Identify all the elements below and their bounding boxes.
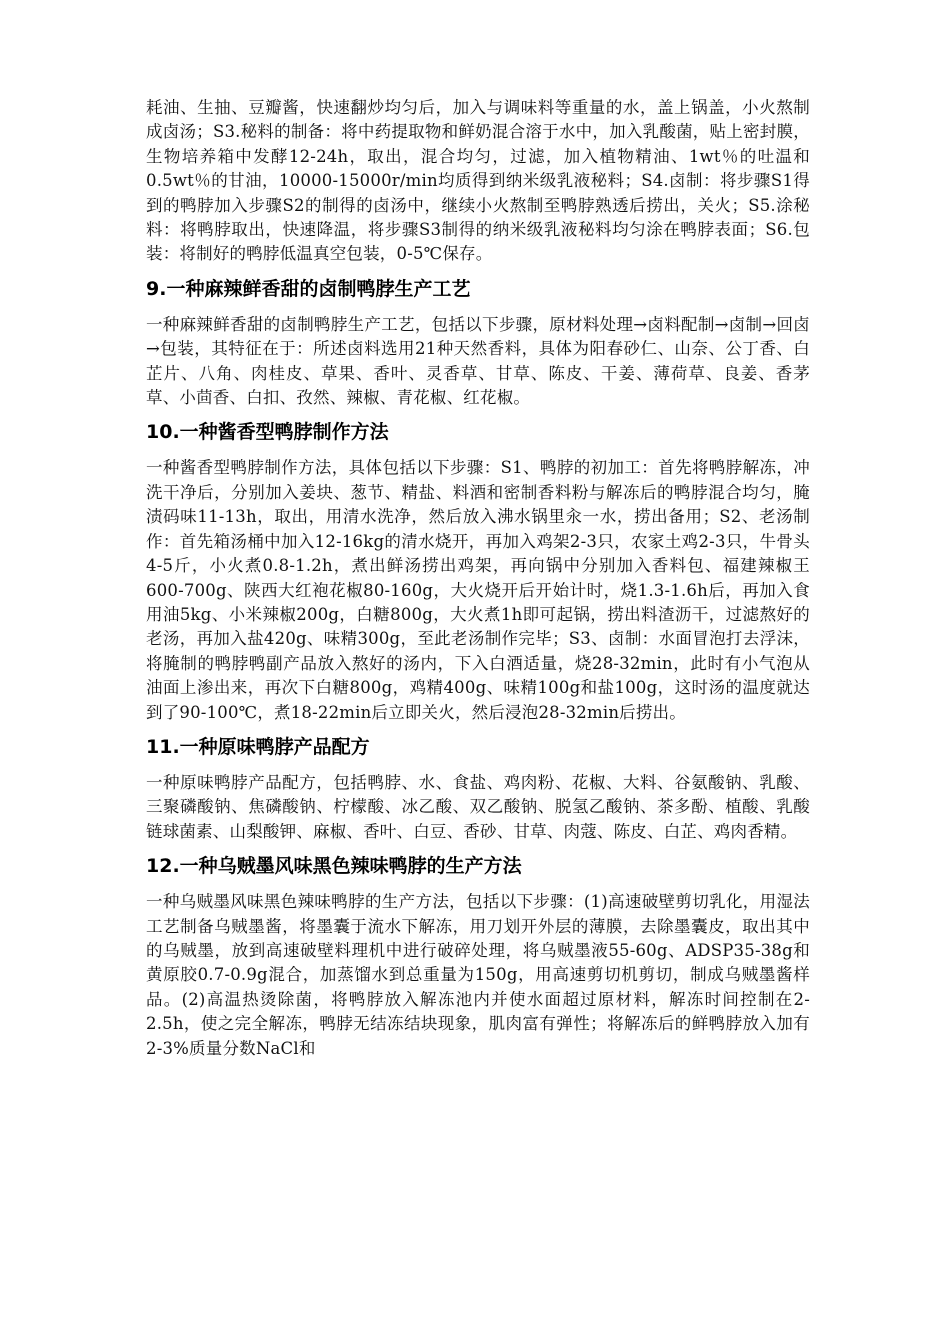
section-body-10: 一种酱香型鸭脖制作方法，具体包括以下步骤：S1、鸭脖的初加工：首先将鸭脖解冻，冲洗干净后，分别加入姜块、葱节、精盐、料酒和密制香料粉与解冻后的鸭脖混合均匀，腌渍码味11-13h，取出，用清水洗净，然后放入沸水锅里汆一水，捞出备用；S2、老汤制作：首先箱汤桶中加入12-16kg的清水烧开，再加入鸡架2-3只，农家土鸡2-3只，牛骨头4-5斤，小火煮0.8-1.2h，煮出鲜汤捞出鸡架，再向锅中分别加入香料包、福建辣椒王600-700g、陕西大红袍花椒80-160g，大火烧开后开始计时，烧1.3-1.6h后，再加入食用油5kg、小米辣椒200g，白糖800g，大火煮1h即可起锅，捞出料渣沥干，过滤熬好的老汤，再加入盐420g、味精300g，至此老汤制作完毕；S3、卤制：水面冒泡打去浮沫，将腌制的鸭脖鸭副产品放入熬好的汤内，下入白酒适量，烧28-32min，此时有小气泡从油面上渗出来，再次下白糖800g，鸡精400g、味精100g和盐100g，这时汤的温度就达到了90-100℃，煮18-22min后立即关火，然后浸泡28-32min后捞出。 bbox=[146, 458, 810, 722]
document-body bbox=[146, 96, 810, 1061]
section-body-12: 一种乌贼墨风味黑色辣味鸭脖的生产方法，包括以下步骤：(1)高速破壁剪切乳化，用湿法工艺制备乌贼墨酱，将墨囊于流水下解冻，用刀划开外层的薄膜，去除墨囊皮，取出其中的乌贼墨，放到高速破壁料理机中进行破碎处理，将乌贼墨液55-60g、ADSP35-38g和黄原胶0.7-0.9g混合，加蒸馏水到总重量为150g，用高速剪切机剪切，制成乌贼墨酱样品。(2)高温热烫除菌，将鸭脖放入解冻池内并使水面超过原材料，解冻时间控制在2-2.5h，使之完全解冻，鸭脖无结冻结块现象，肌肉富有弹性；将解冻后的鲜鸭脖放入加有2-3%质量分数NaCl和 bbox=[146, 892, 810, 1058]
section-heading-10: 10.一种酱香型鸭脖制作方法 bbox=[146, 421, 389, 444]
section-heading-9: 9.一种麻辣鲜香甜的卤制鸭脖生产工艺 bbox=[146, 277, 471, 300]
section-body-9: 一种麻辣鲜香甜的卤制鸭脖生产工艺，包括以下步骤，原材料处理→卤料配制→卤制→回卤→包装，其特征在于：所述卤料选用21种天然香料，具体为阳春砂仁、山奈、公丁香、白芷片、八角、肉桂皮、草果、香叶、灵香草、甘草、陈皮、干姜、薄荷草、良姜、香茅草、小茴香、白扣、孜然、辣椒、青花椒、红花椒。 bbox=[146, 314, 810, 408]
intro-paragraph: 耗油、生抽、豆瓣酱，快速翻炒均匀后，加入与调味料等重量的水，盖上锅盖，小火熬制成卤汤；S3.秘料的制备：将中药提取物和鲜奶混合溶于水中，加入乳酸菌，贴上密封膜，生物培养箱中发酵12-24h，取出，混合均匀，过滤，加入植物精油、1wt％的吐温和0.5wt％的甘油，10000-15000r/min均质得到纳米级乳液秘料；S4.卤制：将步骤S1得到的鸭脖加入步骤S2的制得的卤汤中，继续小火熬制至鸭脖熟透后捞出，关火；S5.涂秘料：将鸭脖取出，快速降温，将步骤S3制得的纳米级乳液秘料均匀涂在鸭脖表面；S6.包装：将制好的鸭脖低温真空包装，0-5℃保存。 bbox=[146, 98, 810, 264]
section-body-11: 一种原味鸭脖产品配方，包括鸭脖、水、食盐、鸡肉粉、花椒、大料、谷氨酸钠、乳酸、三聚磷酸钠、焦磷酸钠、柠檬酸、冰乙酸、双乙酸钠、脱氢乙酸钠、茶多酚、植酸、乳酸链球菌素、山梨酸钾、麻椒、香叶、白豆、香砂、甘草、肉蔻、陈皮、白芷、鸡肉香精。 bbox=[146, 772, 810, 841]
section-heading-11: 11.一种原味鸭脖产品配方 bbox=[146, 735, 370, 758]
section-heading-12: 12.一种乌贼墨风味黑色辣味鸭脖的生产方法 bbox=[146, 855, 522, 878]
